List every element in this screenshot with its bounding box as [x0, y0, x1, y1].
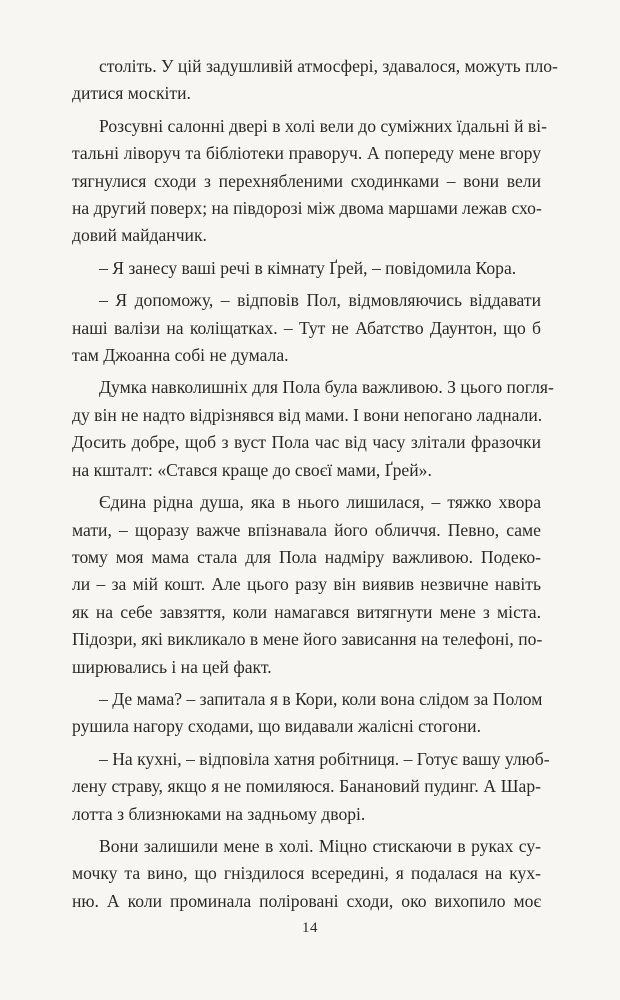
- text-line: мати, – щоразу важче впізнавала його обличчя. Певно, саме: [72, 519, 541, 540]
- text-line: тягнулися сходи з перехнябленими сходинками – вони вели: [72, 170, 541, 191]
- text-line: Розсувні салонні двері в холі вели до суміжних їдальні й ві-: [99, 115, 547, 136]
- text-line: лотта з близнюками на задньому дворі.: [72, 803, 366, 824]
- text-line: тому моя мама стала для Пола надміру важливою. Подеко-: [72, 546, 541, 567]
- text-line: Вони залишили мене в холі. Міцно стискаючи в руках су-: [99, 835, 541, 856]
- paragraph: [72, 53, 568, 108]
- text-line: довий майданчик.: [72, 225, 207, 246]
- paragraph: [72, 255, 568, 282]
- text-line: – Я допоможу, – відповів Пол, відмовляючись віддавати: [99, 290, 541, 311]
- paragraph: [72, 374, 568, 484]
- text-line: століть. У цій задушливій атмосфері, здавалося, можуть пло-: [99, 56, 558, 76]
- text-line: ширювались і на цей факт.: [72, 656, 272, 677]
- text-line: – На кухні, – відповіла хатня робітниця. – Готує вашу улюб-: [99, 748, 550, 769]
- text-line: на кшталт: «Стався краще до своєї мами, Ґрей».: [72, 459, 432, 480]
- paragraph: [72, 833, 568, 915]
- text-line: ню. А коли проминала поліровані сходи, око вихопило моє: [72, 890, 541, 911]
- text-line: лену страву, якщо я не помиляюся. Банановий пудинг. А Шар-: [72, 776, 541, 797]
- text-line: – Я занесу ваші речі в кімнату Ґрей, – повідомила Кора.: [99, 257, 517, 278]
- paragraph: [72, 287, 568, 369]
- text-line: мочку та вино, що гніздилося всередині, я подалася на кух-: [72, 863, 541, 884]
- text-line: дитися москіти.: [72, 83, 191, 104]
- text-line: Єдина рідна душа, яка в нього лишилася, – тяжко хвора: [99, 492, 541, 513]
- paragraph: [72, 686, 568, 741]
- body-text: [72, 53, 568, 920]
- text-line: Думка навколишніх для Пола була важливою. З цього погля-: [99, 377, 554, 398]
- text-line: там Джоанна собі не думала.: [72, 345, 289, 366]
- text-line: – Де мама? – запитала я в Кори, коли вона слідом за Полом: [99, 688, 543, 709]
- text-line: Досить добре, щоб з вуст Пола час від часу злітали фразочки: [72, 432, 541, 453]
- text-line: наші валізи на коліщатках. – Тут не Абатство Даунтон, що б: [72, 317, 541, 338]
- paragraph: [72, 746, 568, 828]
- text-line: Підозри, які викликало в мене його зависання на телефоні, по-: [72, 629, 543, 650]
- paragraph: [72, 489, 568, 681]
- text-line: тальні ліворуч та бібліотеки праворуч. А попереду мене вгору: [72, 143, 541, 164]
- text-line: рушила нагору сходами, що видавали жалісні стогони.: [72, 716, 481, 737]
- text-line: ли – за мій кошт. Але цього разу він виявив незвичне навіть: [72, 574, 541, 595]
- text-line: на другий поверх; на півдорозі між двома маршами лежав схо-: [72, 198, 542, 219]
- text-line: ду він не надто відрізнявся від мами. І вони непогано ладнали.: [72, 404, 543, 425]
- page-number: 14: [302, 920, 318, 936]
- paragraph: [72, 113, 568, 250]
- text-line: як на себе завзяття, коли намагався витягнути мене з міста.: [72, 601, 541, 622]
